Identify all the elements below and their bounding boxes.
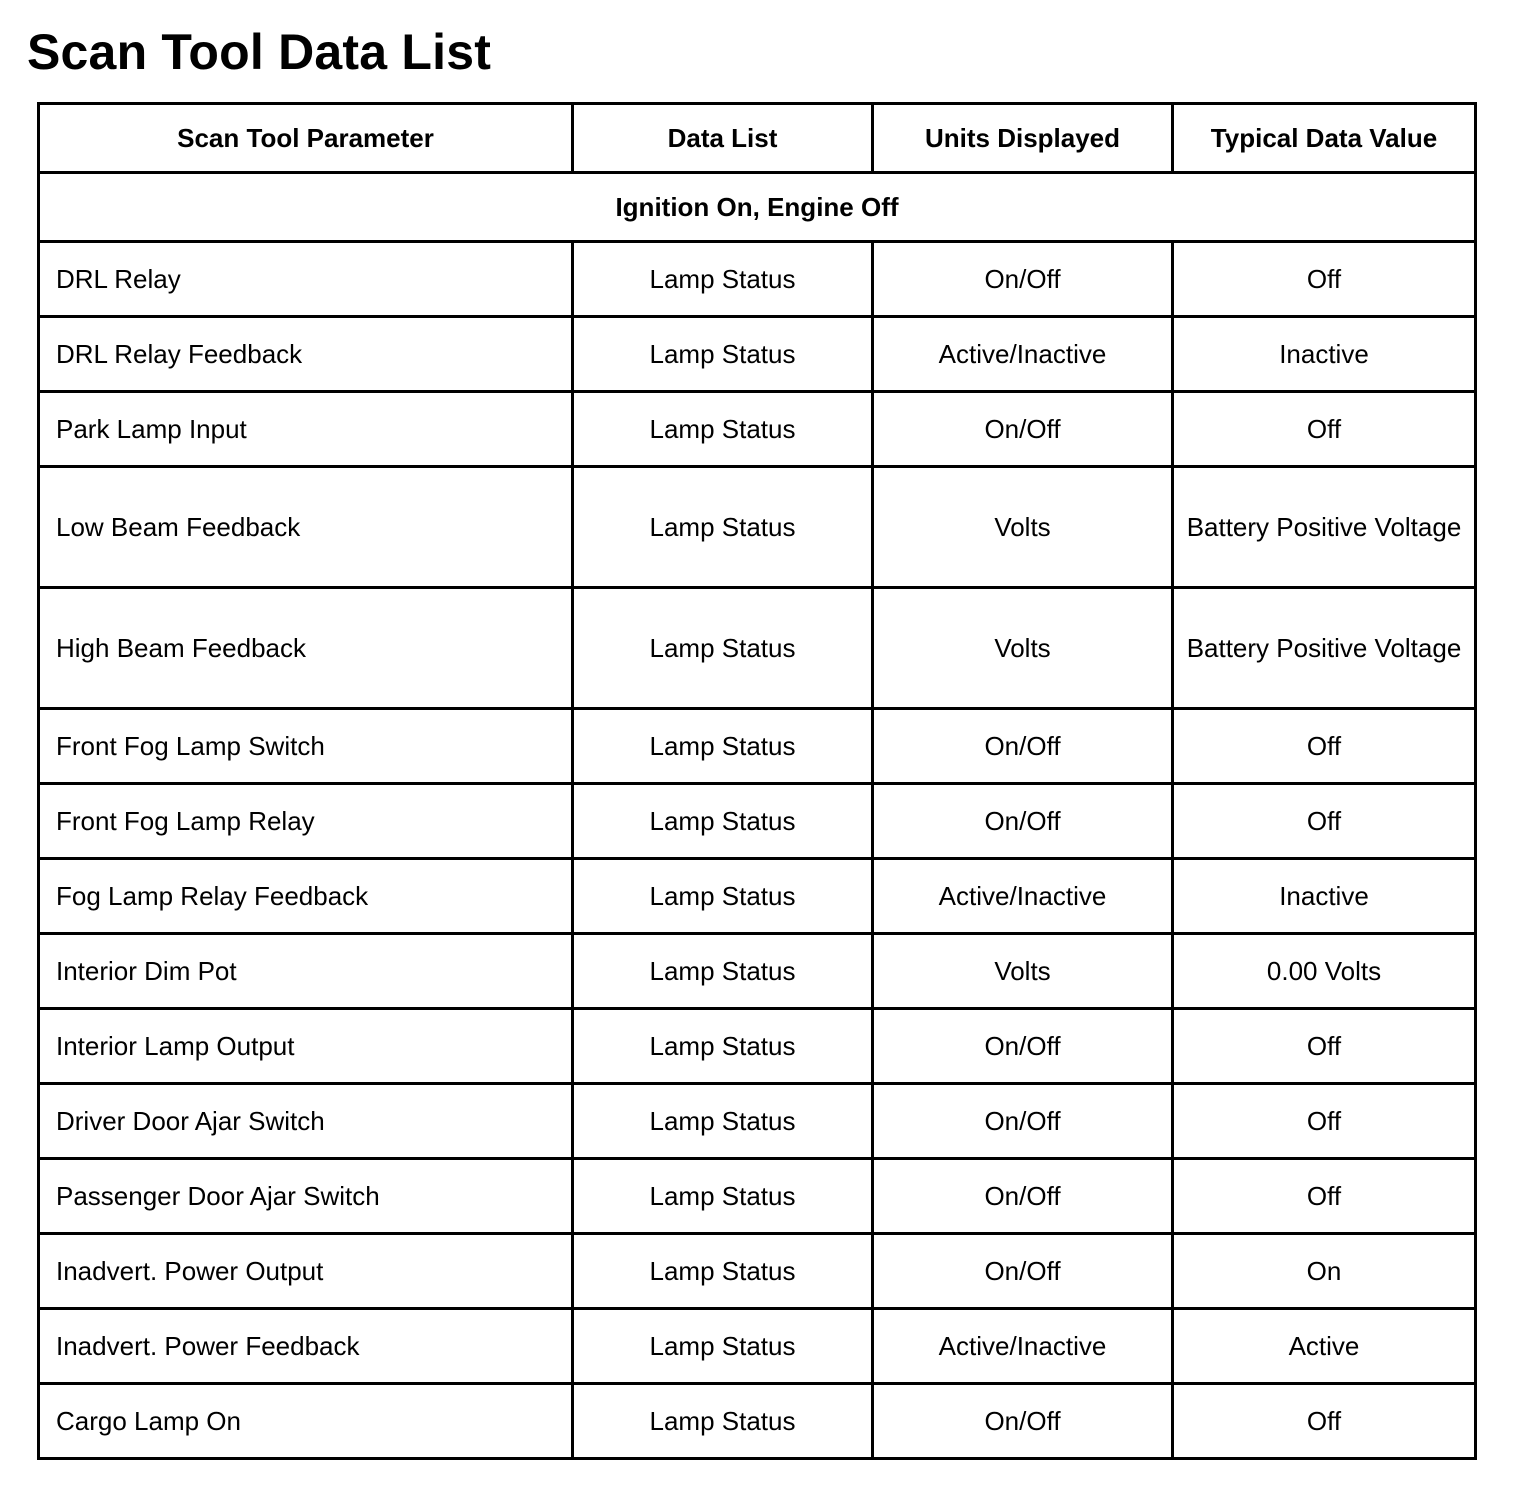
cell-typical-value: Off — [1173, 1384, 1476, 1459]
cell-data-list: Lamp Status — [573, 1384, 873, 1459]
cell-parameter: High Beam Feedback — [39, 588, 573, 709]
cell-units: On/Off — [873, 242, 1173, 317]
cell-data-list: Lamp Status — [573, 934, 873, 1009]
cell-typical-value: On — [1173, 1234, 1476, 1309]
table-row — [39, 934, 1476, 1009]
column-header-units: Units Displayed — [873, 104, 1173, 173]
page-title: Scan Tool Data List — [27, 24, 492, 80]
cell-units: On/Off — [873, 1009, 1173, 1084]
cell-data-list: Lamp Status — [573, 242, 873, 317]
cell-data-list: Lamp Status — [573, 859, 873, 934]
cell-units: Volts — [873, 467, 1173, 588]
cell-data-list: Lamp Status — [573, 1159, 873, 1234]
table-row — [39, 784, 1476, 859]
cell-typical-value: Inactive — [1173, 859, 1476, 934]
cell-data-list: Lamp Status — [573, 317, 873, 392]
cell-typical-value: Off — [1173, 392, 1476, 467]
table-row — [39, 1309, 1476, 1384]
cell-parameter: Cargo Lamp On — [39, 1384, 573, 1459]
table-row — [39, 1084, 1476, 1159]
cell-data-list: Lamp Status — [573, 467, 873, 588]
table-row — [39, 588, 1476, 709]
cell-parameter: Fog Lamp Relay Feedback — [39, 859, 573, 934]
cell-parameter: Front Fog Lamp Switch — [39, 709, 573, 784]
column-header-parameter: Scan Tool Parameter — [39, 104, 573, 173]
cell-parameter: Park Lamp Input — [39, 392, 573, 467]
cell-typical-value: Inactive — [1173, 317, 1476, 392]
cell-parameter: Interior Dim Pot — [39, 934, 573, 1009]
cell-units: On/Off — [873, 1084, 1173, 1159]
cell-data-list: Lamp Status — [573, 1009, 873, 1084]
cell-data-list: Lamp Status — [573, 784, 873, 859]
table-row — [39, 859, 1476, 934]
cell-units: On/Off — [873, 709, 1173, 784]
cell-typical-value: Off — [1173, 1084, 1476, 1159]
cell-data-list: Lamp Status — [573, 1084, 873, 1159]
cell-data-list: Lamp Status — [573, 1309, 873, 1384]
cell-parameter: Passenger Door Ajar Switch — [39, 1159, 573, 1234]
cell-units: On/Off — [873, 1159, 1173, 1234]
section-label: Ignition On, Engine Off — [39, 173, 1476, 242]
cell-units: Active/Inactive — [873, 859, 1173, 934]
table-header-row — [39, 104, 1476, 173]
table-row — [39, 392, 1476, 467]
table-row — [39, 467, 1476, 588]
cell-data-list: Lamp Status — [573, 1234, 873, 1309]
table-row — [39, 1234, 1476, 1309]
cell-units: On/Off — [873, 1234, 1173, 1309]
table-row — [39, 709, 1476, 784]
table-row — [39, 1009, 1476, 1084]
cell-typical-value: Off — [1173, 242, 1476, 317]
cell-units: Volts — [873, 934, 1173, 1009]
cell-typical-value: Off — [1173, 784, 1476, 859]
table-row — [39, 242, 1476, 317]
cell-typical-value: Battery Positive Voltage — [1173, 467, 1476, 588]
cell-typical-value: Active — [1173, 1309, 1476, 1384]
table-row — [39, 1384, 1476, 1459]
cell-units: Volts — [873, 588, 1173, 709]
cell-data-list: Lamp Status — [573, 709, 873, 784]
cell-typical-value: Battery Positive Voltage — [1173, 588, 1476, 709]
cell-data-list: Lamp Status — [573, 588, 873, 709]
cell-units: On/Off — [873, 1384, 1173, 1459]
table-row — [39, 1159, 1476, 1234]
cell-parameter: DRL Relay — [39, 242, 573, 317]
section-row — [39, 173, 1476, 242]
cell-parameter: Inadvert. Power Feedback — [39, 1309, 573, 1384]
table-body — [39, 173, 1476, 1459]
cell-typical-value: Off — [1173, 1159, 1476, 1234]
cell-parameter: Inadvert. Power Output — [39, 1234, 573, 1309]
table-row — [39, 317, 1476, 392]
column-header-data-list: Data List — [573, 104, 873, 173]
cell-parameter: DRL Relay Feedback — [39, 317, 573, 392]
cell-parameter: Driver Door Ajar Switch — [39, 1084, 573, 1159]
cell-typical-value: 0.00 Volts — [1173, 934, 1476, 1009]
cell-units: Active/Inactive — [873, 1309, 1173, 1384]
cell-typical-value: Off — [1173, 709, 1476, 784]
scan-tool-data-table — [37, 102, 1477, 1460]
cell-typical-value: Off — [1173, 1009, 1476, 1084]
cell-units: On/Off — [873, 784, 1173, 859]
cell-parameter: Front Fog Lamp Relay — [39, 784, 573, 859]
cell-units: Active/Inactive — [873, 317, 1173, 392]
cell-parameter: Low Beam Feedback — [39, 467, 573, 588]
column-header-typical-value: Typical Data Value — [1173, 104, 1476, 173]
cell-data-list: Lamp Status — [573, 392, 873, 467]
cell-parameter: Interior Lamp Output — [39, 1009, 573, 1084]
cell-units: On/Off — [873, 392, 1173, 467]
